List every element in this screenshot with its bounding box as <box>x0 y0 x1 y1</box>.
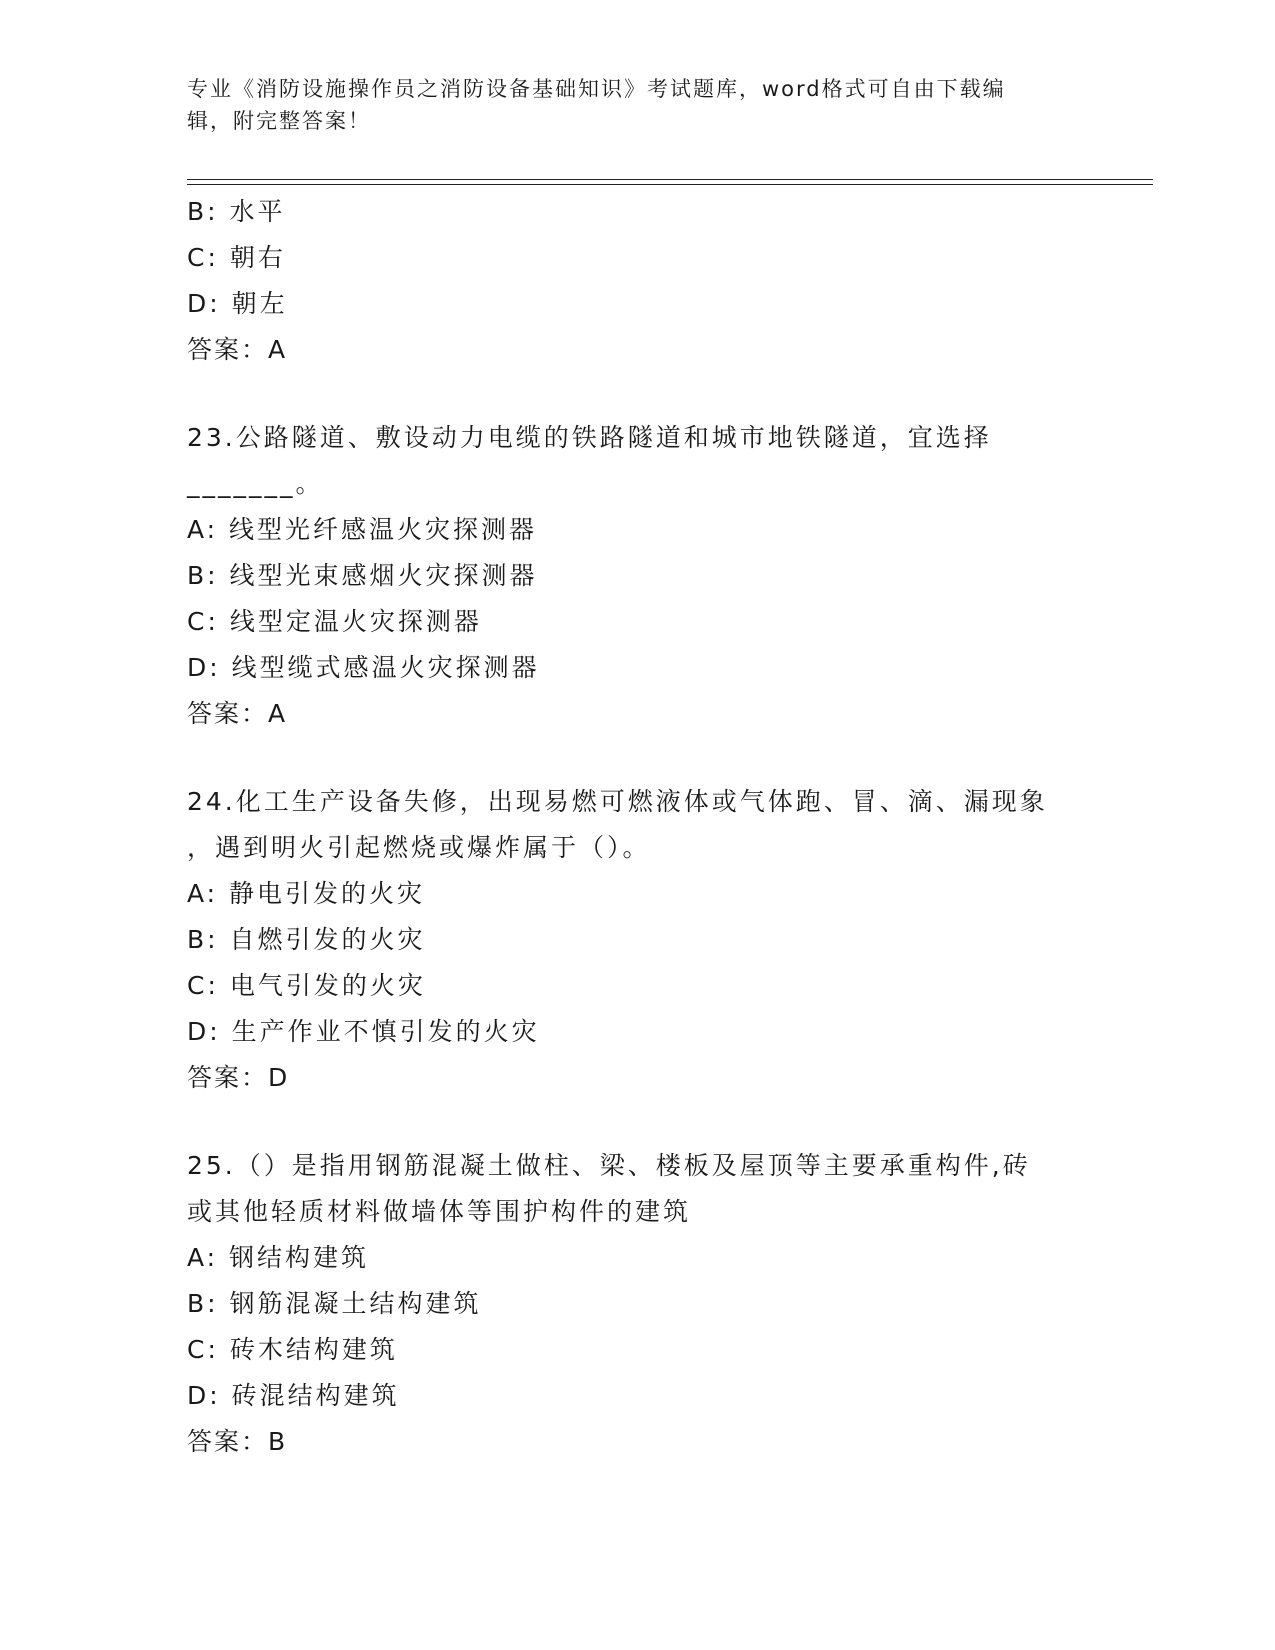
question-text-line: _______。 <box>187 469 324 498</box>
option-a: A: 静电引发的火灾 <box>187 879 426 908</box>
header-line-2: 辑，附完整答案！ <box>187 109 371 133</box>
option-b: B: 线型光束感烟火灾探测器 <box>187 561 538 590</box>
question-24 <box>187 779 1087 1101</box>
question-list <box>187 189 1087 1465</box>
question-22-continued <box>187 189 1087 373</box>
option-b: B: 自燃引发的火灾 <box>187 925 426 954</box>
document-header <box>187 73 1067 137</box>
question-text-line: 25.（）是指用钢筋混凝土做柱、梁、楼板及屋顶等主要承重构件,砖 <box>187 1151 1031 1180</box>
header-divider-bottom <box>187 184 1153 185</box>
answer: 答案：B <box>187 1427 288 1456</box>
option-a: A: 线型光纤感温火灾探测器 <box>187 515 538 544</box>
header-divider-top <box>187 179 1153 180</box>
question-25 <box>187 1143 1087 1465</box>
question-23 <box>187 415 1087 737</box>
question-text-line: 24.化工生产设备失修，出现易燃可燃液体或气体跑、冒、滴、漏现象 <box>187 787 1048 816</box>
option-d: D: 砖混结构建筑 <box>187 1381 400 1410</box>
option-a: A: 钢结构建筑 <box>187 1243 370 1272</box>
option-c: C: 电气引发的火灾 <box>187 971 426 1000</box>
option-c: C: 线型定温火灾探测器 <box>187 607 482 636</box>
question-text-line: 23.公路隧道、敷设动力电缆的铁路隧道和城市地铁隧道，宜选择 <box>187 423 992 452</box>
option-c: C: 砖木结构建筑 <box>187 1335 398 1364</box>
option-d: D: 线型缆式感温火灾探测器 <box>187 653 540 682</box>
answer: 答案：A <box>187 699 288 728</box>
option-c: C: 朝右 <box>187 243 286 272</box>
option-d: D: 生产作业不慎引发的火灾 <box>187 1017 540 1046</box>
option-b: B: 钢筋混凝土结构建筑 <box>187 1289 482 1318</box>
answer: 答案：D <box>187 1063 290 1092</box>
option-b: B: 水平 <box>187 197 286 226</box>
question-text-line: 或其他轻质材料做墙体等围护构件的建筑 <box>187 1197 692 1226</box>
header-line-1: 专业《消防设施操作员之消防设备基础知识》考试题库，word格式可自由下载编 <box>187 77 1006 101</box>
question-text-line: ，遇到明火引起燃烧或爆炸属于（）。 <box>187 833 651 862</box>
answer: 答案：A <box>187 335 288 364</box>
option-d: D: 朝左 <box>187 289 288 318</box>
